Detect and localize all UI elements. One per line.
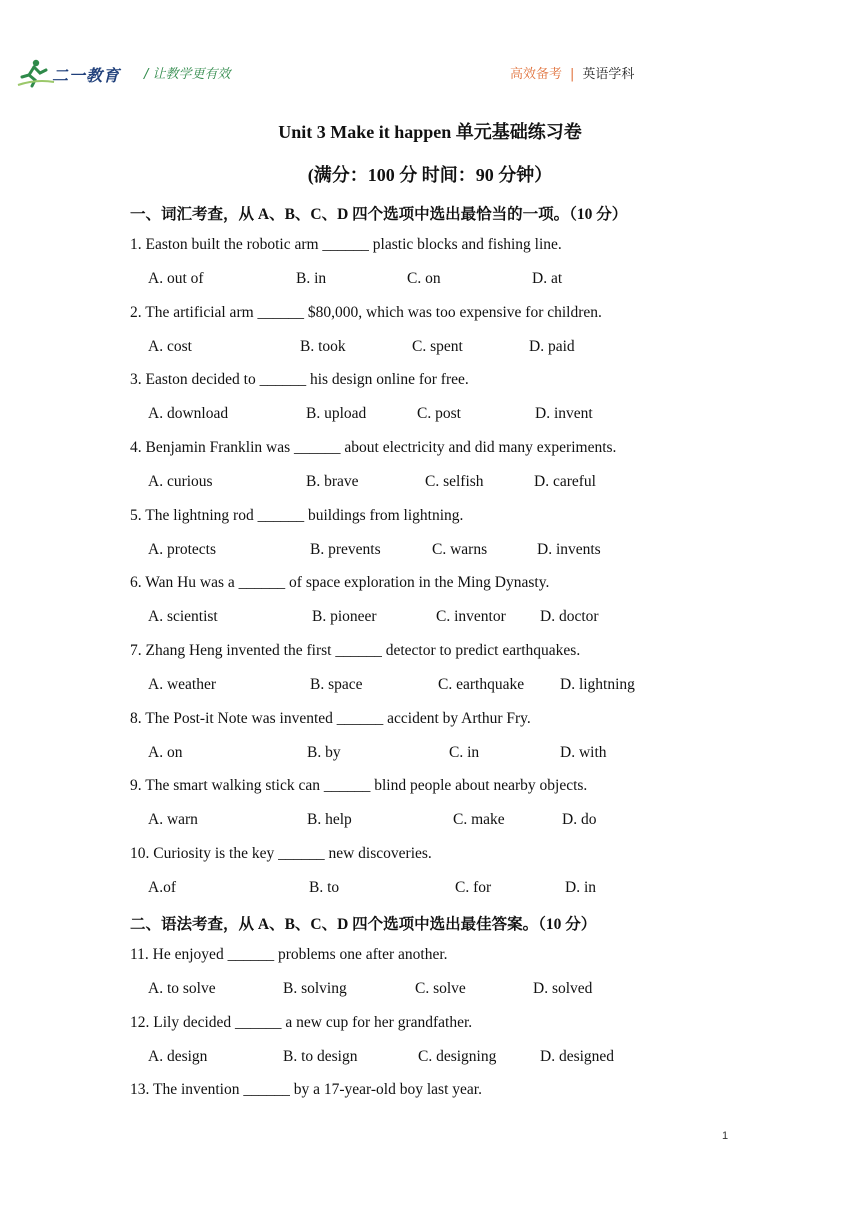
question-options xyxy=(148,811,708,833)
question-options xyxy=(148,473,708,495)
option-d: D. invents xyxy=(537,541,601,558)
question-options xyxy=(148,270,708,292)
page-subtitle: (满分：100 分 时间：90 分钟） xyxy=(307,165,553,185)
option-a: A. on xyxy=(148,744,183,761)
header-separator: | xyxy=(570,67,575,82)
option-c: C. make xyxy=(453,811,505,828)
option-a: A. warn xyxy=(148,811,198,828)
question-options xyxy=(148,879,708,901)
option-c: C. warns xyxy=(432,541,488,558)
option-c: C. in xyxy=(449,744,480,761)
option-d: D. designed xyxy=(540,1048,615,1065)
option-b: B. in xyxy=(296,270,327,287)
option-c: C. spent xyxy=(412,338,463,355)
section-heading: 二、语法考查，从 A、B、C、D 四个选项中选出最佳答案。（10 分） xyxy=(130,916,597,933)
option-a: A. protects xyxy=(148,541,217,558)
option-d: D. solved xyxy=(533,980,593,997)
logo-text: 二一教育 xyxy=(52,66,121,85)
section-heading: 一、词汇考查，从 A、B、C、D 四个选项中选出最恰当的一项。（10 分） xyxy=(130,206,628,223)
option-d: D. careful xyxy=(534,473,596,490)
option-c: C. earthquake xyxy=(438,676,525,693)
question-text: 11. He enjoyed ______ problems one after another. xyxy=(130,946,448,963)
option-a: A.of xyxy=(148,879,176,896)
option-b: B. brave xyxy=(306,473,359,490)
option-a: A. design xyxy=(148,1048,208,1065)
option-d: D. invent xyxy=(535,405,593,422)
option-a: A. weather xyxy=(148,676,216,693)
question-text: 1. Easton built the robotic arm ______ plastic blocks and fishing line. xyxy=(130,236,562,253)
page-number: 1 xyxy=(722,1130,729,1142)
option-b: B. help xyxy=(307,811,352,828)
question-options xyxy=(148,980,708,1002)
option-b: B. took xyxy=(300,338,346,355)
option-c: C. selfish xyxy=(425,473,484,490)
question-text: 4. Benjamin Franklin was ______ about electricity and did many experiments. xyxy=(130,439,617,456)
question-options xyxy=(148,676,708,698)
option-a: A. download xyxy=(148,405,229,422)
option-a: A. out of xyxy=(148,270,204,287)
question-options xyxy=(148,608,708,630)
option-b: B. to design xyxy=(283,1048,358,1065)
question-options xyxy=(148,405,708,427)
option-a: A. to solve xyxy=(148,980,216,997)
runner-logo-icon xyxy=(16,58,56,88)
option-d: D. do xyxy=(562,811,597,828)
option-c: C. inventor xyxy=(436,608,506,625)
option-b: B. prevents xyxy=(310,541,381,558)
option-d: D. with xyxy=(560,744,607,761)
option-b: B. pioneer xyxy=(312,608,377,625)
logo xyxy=(16,58,128,88)
question-text: 12. Lily decided ______ a new cup for her grandfather. xyxy=(130,1014,473,1031)
option-b: B. solving xyxy=(283,980,347,997)
option-b: B. by xyxy=(307,744,341,761)
option-a: A. curious xyxy=(148,473,213,490)
question-options xyxy=(148,744,708,766)
option-b: B. to xyxy=(309,879,340,896)
page-header xyxy=(0,0,860,100)
option-c: C. on xyxy=(407,270,441,287)
subject-label: 英语学科 xyxy=(582,67,635,82)
question-text: 2. The artificial arm ______ $80,000, which was too expensive for children. xyxy=(130,304,602,321)
question-text: 7. Zhang Heng invented the first ______ detector to predict earthquakes. xyxy=(130,642,581,659)
slogan: / 让教学更有效 xyxy=(144,67,231,82)
option-a: A. scientist xyxy=(148,608,218,625)
option-c: C. for xyxy=(455,879,492,896)
question-text: 6. Wan Hu was a ______ of space exploration in the Ming Dynasty. xyxy=(130,574,550,591)
question-text: 5. The lightning rod ______ buildings from lightning. xyxy=(130,507,464,524)
exam-label: 高效备考 xyxy=(510,67,563,82)
option-a: A. cost xyxy=(148,338,192,355)
option-c: C. solve xyxy=(415,980,466,997)
page-title: Unit 3 Make it happen 单元基础练习卷 xyxy=(278,122,582,142)
header-right xyxy=(510,63,634,82)
option-d: D. at xyxy=(532,270,563,287)
question-text: 9. The smart walking stick can ______ blind people about nearby objects. xyxy=(130,777,588,794)
question-text: 8. The Post-it Note was invented ______ accident by Arthur Fry. xyxy=(130,710,531,727)
question-options xyxy=(148,1048,708,1070)
option-d: D. in xyxy=(565,879,596,896)
question-options xyxy=(148,338,708,360)
option-c: C. designing xyxy=(418,1048,497,1065)
option-b: B. upload xyxy=(306,405,367,422)
question-text: 10. Curiosity is the key ______ new discoveries. xyxy=(130,845,432,862)
option-d: D. paid xyxy=(529,338,575,355)
question-text: 3. Easton decided to ______ his design online for free. xyxy=(130,371,469,388)
option-c: C. post xyxy=(417,405,461,422)
question-text: 13. The invention ______ by a 17-year-old boy last year. xyxy=(130,1081,482,1098)
option-d: D. lightning xyxy=(560,676,635,693)
option-d: D. doctor xyxy=(540,608,599,625)
question-options xyxy=(148,541,708,563)
option-b: B. space xyxy=(310,676,363,693)
